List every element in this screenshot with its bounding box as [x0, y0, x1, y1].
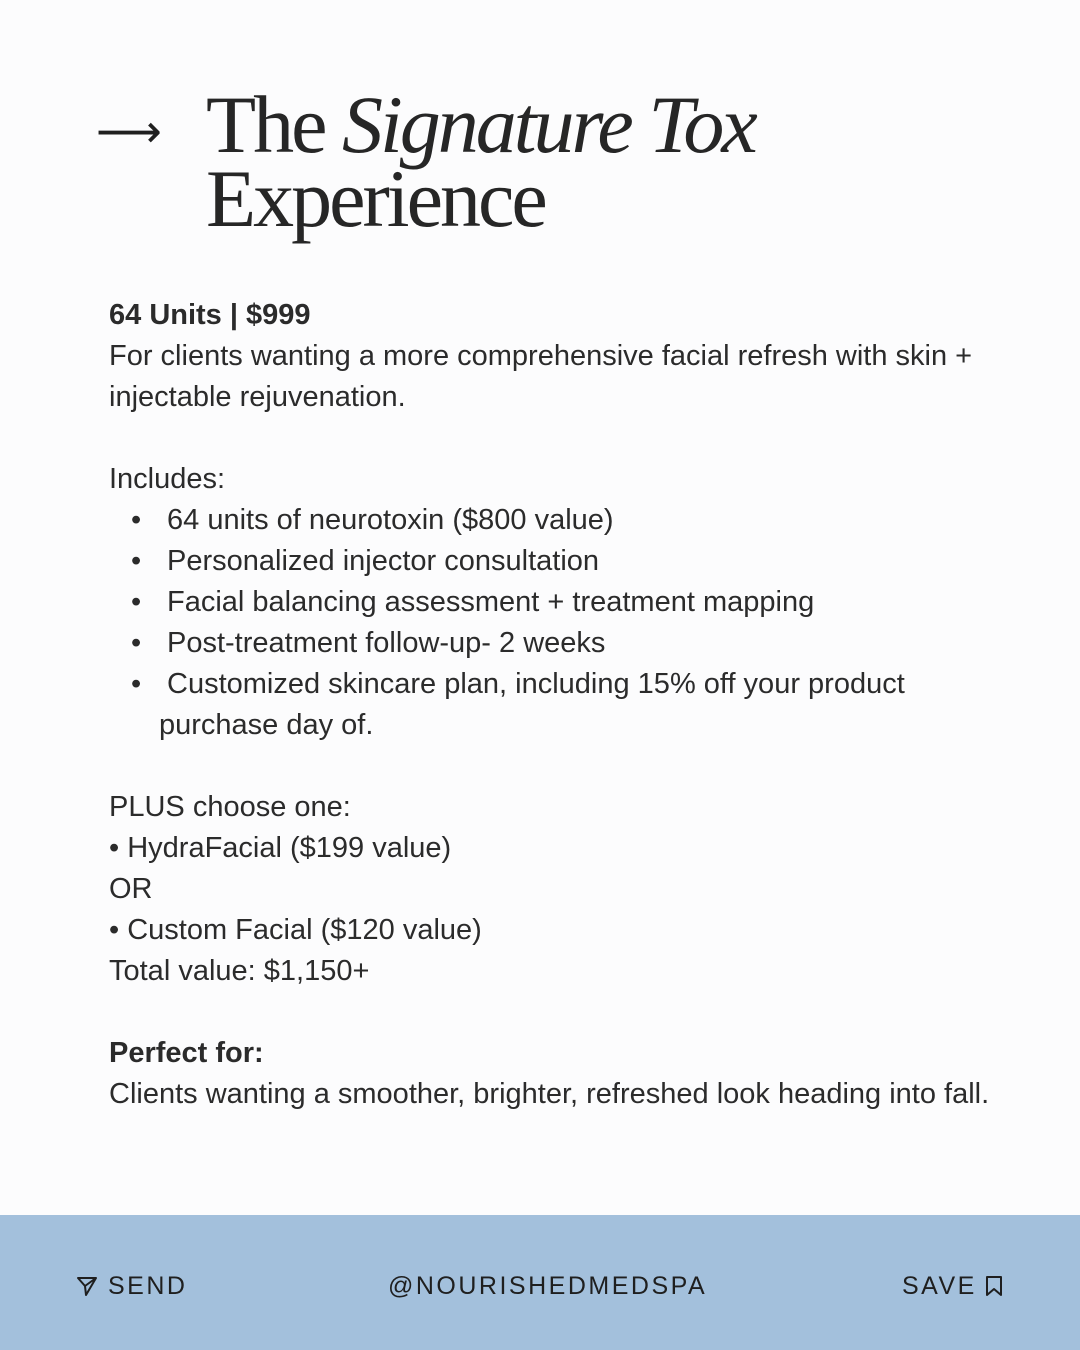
offer-content: [109, 295, 1049, 1115]
arrow-right-icon: ⟶: [96, 104, 162, 158]
plus-option-custom-facial: • Custom Facial ($120 value): [109, 914, 482, 946]
footer-bar: [0, 1215, 1080, 1350]
includes-list: [109, 500, 1049, 746]
list-item: • 64 units of neurotoxin ($800 value): [131, 504, 614, 536]
send-button[interactable]: [76, 1271, 187, 1301]
page-title: [206, 79, 755, 244]
spacer: [109, 746, 1049, 787]
list-item-text: Personalized injector consultation: [167, 545, 600, 577]
perfect-for-text: Clients wanting a smoother, brighter, refreshed look heading into fall.: [109, 1078, 990, 1110]
plus-label: PLUS choose one:: [109, 791, 351, 823]
total-value: Total value: $1,150+: [109, 955, 370, 987]
list-item-text: Post-treatment follow-up- 2 weeks: [167, 627, 606, 659]
list-item-text: 64 units of neurotoxin ($800 value): [167, 504, 614, 536]
title-part-1: The: [206, 79, 342, 170]
account-handle[interactable]: @NOURISHEDMEDSPA: [388, 1272, 708, 1300]
plus-option-hydrafacial: • HydraFacial ($199 value): [109, 832, 452, 864]
bookmark-icon: [985, 1275, 1003, 1297]
send-label: SEND: [108, 1272, 188, 1300]
offer-headline: 64 Units | $999: [109, 299, 311, 331]
includes-label: Includes:: [109, 463, 226, 495]
list-item-continuation: purchase day of.: [159, 709, 374, 741]
spacer: [109, 418, 1049, 459]
list-item: • Personalized injector consultation: [131, 545, 600, 577]
spacer: [109, 992, 1049, 1033]
list-item-text: Customized skincare plan, including 15% off your product: [167, 668, 905, 700]
send-icon: [76, 1275, 98, 1297]
list-item-text: Facial balancing assessment + treatment mapping: [167, 586, 815, 618]
save-label: SAVE: [902, 1272, 977, 1300]
offer-description: For clients wanting a more comprehensive facial refresh with skin + injectable rejuvenation.: [109, 340, 973, 413]
perfect-for-label: Perfect for:: [109, 1037, 264, 1069]
list-item: • Facial balancing assessment + treatment mapping: [131, 586, 815, 618]
list-item: • Customized skincare plan, including 15% off your product purchase day of.: [109, 664, 1049, 746]
title-part-2-italic: Signature Tox: [341, 79, 755, 170]
title-line-2: Experience: [206, 153, 545, 244]
save-button[interactable]: [902, 1271, 1003, 1301]
list-item: • Post-treatment follow-up- 2 weeks: [131, 627, 606, 659]
plus-or: OR: [109, 873, 153, 905]
